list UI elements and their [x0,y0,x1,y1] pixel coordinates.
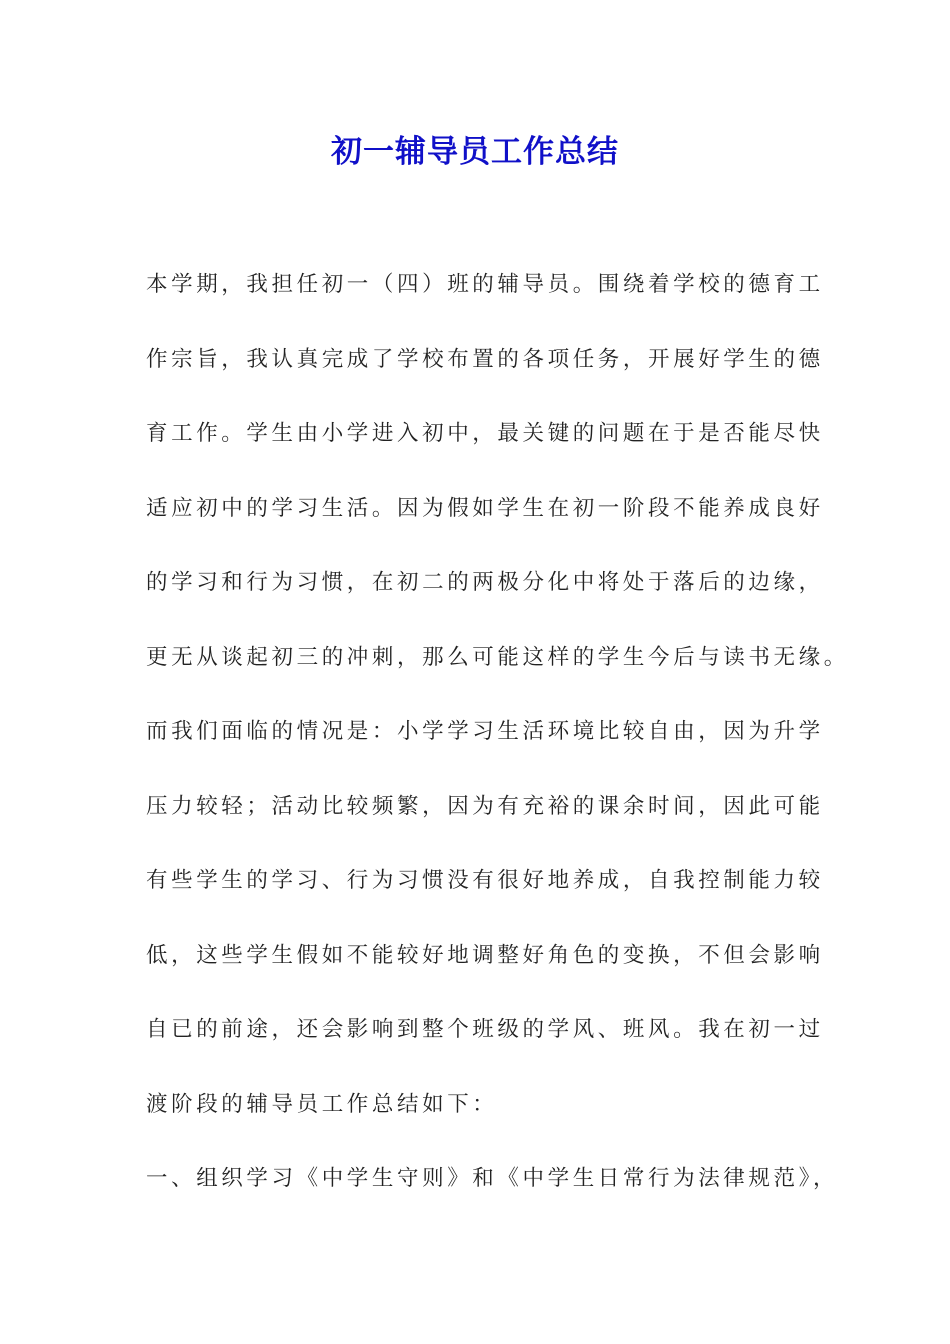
text-line: 压力较轻；活动比较频繁，因为有充裕的课余时间，因此可能 [146,793,824,819]
text-line: 的学习和行为习惯，在初二的两极分化中将处于落后的边缘， [146,570,824,595]
text-line: 作宗旨，我认真完成了学校布置的各项任务，开展好学生的德 [146,346,824,372]
text-line: 有些学生的学习、行为习惯没有很好地养成，自我控制能力较 [146,868,824,893]
document-body [146,258,849,1227]
text-line: 而我们面临的情况是：小学学习生活环境比较自由，因为升学 [146,719,824,744]
text-line: 一、组织学习《中学生守则》和《中学生日常行为法律规范》， [146,1166,839,1191]
text-line: 育工作。学生由小学进入初中，最关键的问题在于是否能尽快 [146,421,824,446]
document-title: 初一辅导员工作总结 [331,134,619,170]
text-line: 低，这些学生假如不能较好地调整好角色的变换，不但会影响 [146,942,824,968]
text-line: 更无从谈起初三的冲刺，那么可能这样的学生今后与读书无缘。 [146,644,849,670]
text-line: 适应初中的学习生活。因为假如学生在初一阶段不能养成良好 [146,495,824,521]
text-line: 渡阶段的辅导员工作总结如下： [146,1091,498,1117]
text-line: 本学期，我担任初一（四）班的辅导员。围绕着学校的德育工 [146,272,824,297]
text-line: 自已的前途，还会影响到整个班级的学风、班风。我在初一过 [146,1017,824,1042]
